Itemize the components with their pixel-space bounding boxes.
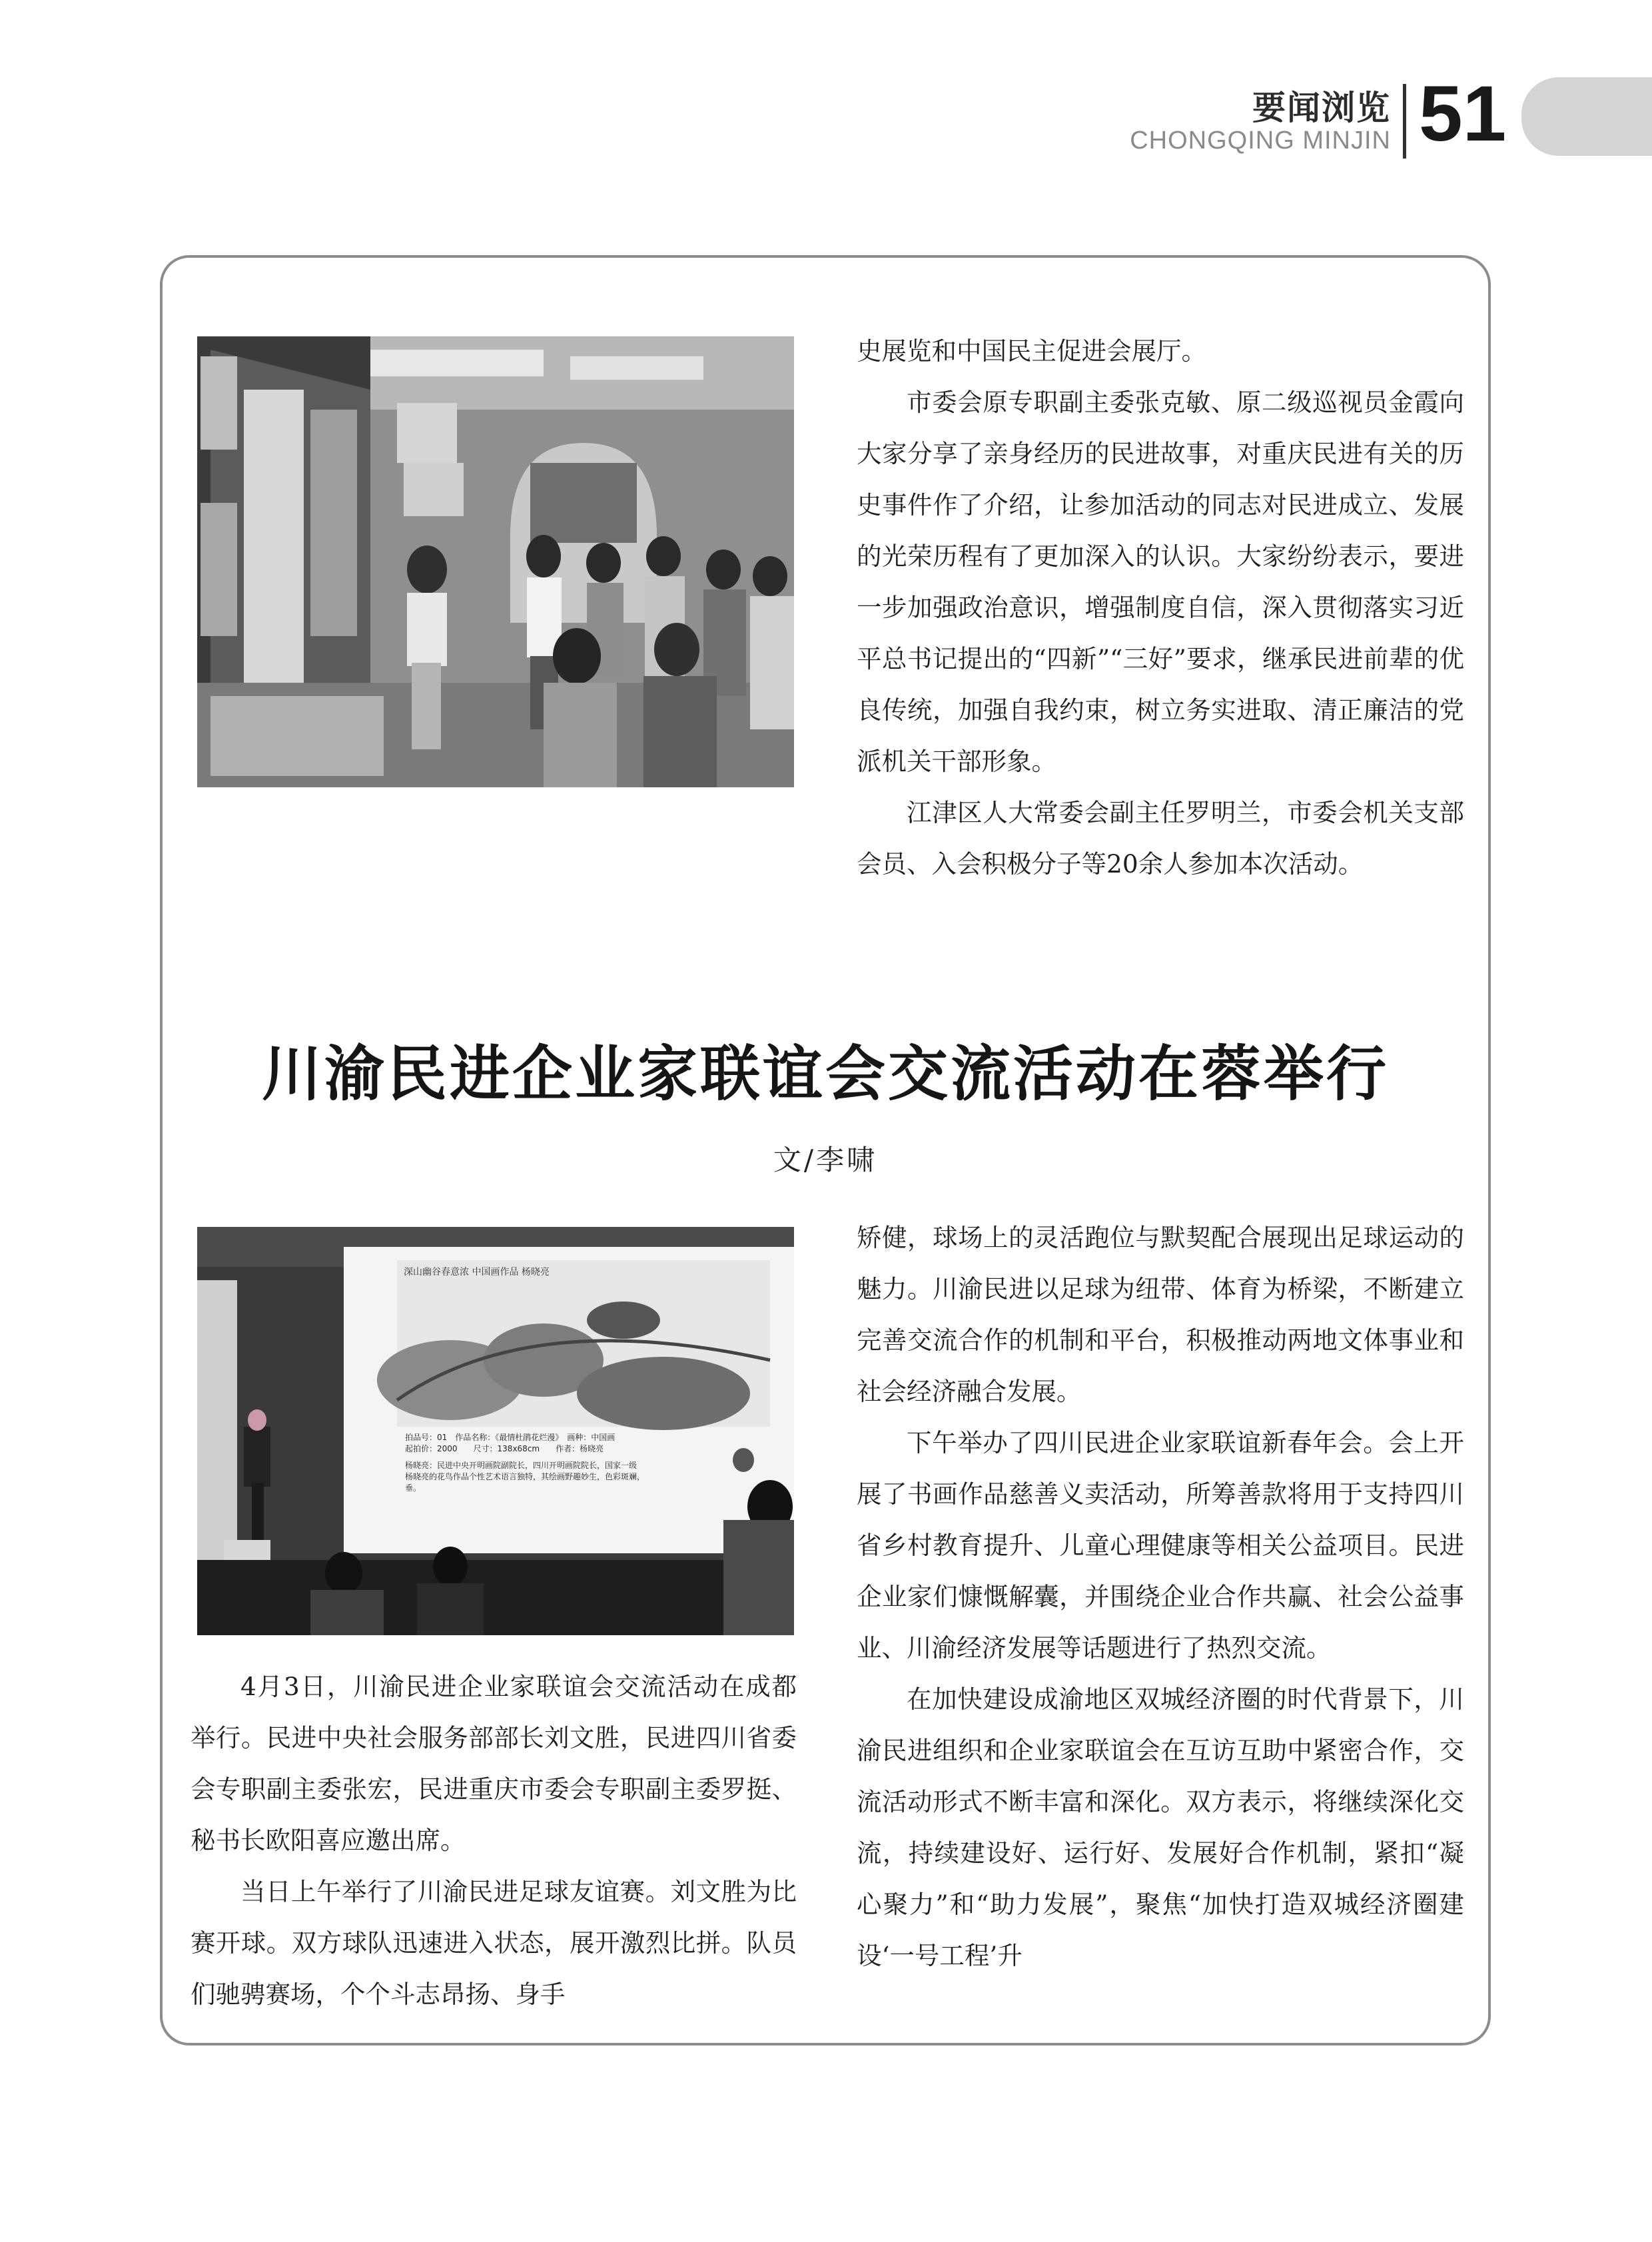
screen-info-line: 起拍价：2000 尺寸：138x68cm 作者：杨晓亮 — [405, 1444, 604, 1453]
article2-paragraph: 矫健，球场上的灵活跑位与默契配合展现出足球运动的魅力。川渝民进以足球为纽带、体育为桥梁，不断建立完善交流合作的机制和平台，积极推动两地文体事业和社会经济融合发展。 — [857, 1223, 1464, 1406]
screen-info-line: 垂。 — [405, 1483, 422, 1493]
article1-text — [857, 326, 1464, 890]
article2-paragraph: 当日上午举行了川渝民进足球友谊赛。刘文胜为比赛开球。双方球队迅速进入状态，展开激烈比拼。队员们驰骋赛场，个个斗志昂扬、身手 — [191, 1877, 797, 2009]
article2-left-column — [191, 1661, 797, 2020]
screen-info — [405, 1432, 778, 1494]
article2-paragraph: 在加快建设成渝地区双城经济圈的时代背景下，川渝民进组织和企业家联谊会在互访互助中紧密合作，交流活动形式不断丰富和深化。双方表示，将继续深化交流，持续建设好、运行好、发展好合作机制，紧扣“凝心聚力”和“助力发展”，聚焦“加快打造双城经济圈建设‘一号工程’升 — [857, 1684, 1464, 1970]
article1-paragraph: 江津区人大常委会副主任罗明兰，市委会机关支部会员、入会积极分子等20余人参加本次活动。 — [857, 798, 1464, 879]
article1-paragraph: 市委会原专职副主委张克敏、原二级巡视员金霞向大家分享了亲身经历的民进故事，对重庆民进有关的历史事件作了介绍，让参加活动的同志对民进成立、发展的光荣历程有了更加深入的认识。大家纷纷表示，要进一步加强政治意识，增强制度自信，深入贯彻落实习近平总书记提出的“四新”“三好”要求，继承民进前辈的优良传统，加强自我约束，树立务实进取、清正廉洁的党派机关干部形象。 — [857, 388, 1464, 776]
article2-byline: 文/李啸 — [773, 1144, 878, 1176]
article2-paragraph: 下午举办了四川民进企业家联谊新春年会。会上开展了书画作品慈善义卖活动，所筹善款将用于支持四川省乡村教育提升、儿童心理健康等相关公益项目。民进企业家们慷慨解囊，并围绕企业合作共赢、社会公益事业、川渝经济发展等话题进行了热烈交流。 — [857, 1428, 1464, 1663]
header-divider — [1403, 84, 1406, 159]
article2-right-column — [857, 1212, 1464, 1982]
screen-info-line: 拍品号：01 作品名称：《最情杜鹃花烂漫》 画种：中国画 — [405, 1433, 616, 1442]
screen-info-line: 杨晓亮：民进中央开明画院副院长，四川开明画院院长，国家一级 — [405, 1461, 637, 1470]
section-subtitle: CHONGQING MINJIN — [1130, 127, 1391, 155]
article2-paragraph: 4月3日，川渝民进企业家联谊会交流活动在成都举行。民进中央社会服务部部长刘文胜，民进四川省委会专职副主委张宏，民进重庆市委会专职副主委罗挺、秘书长欧阳喜应邀出席。 — [191, 1672, 797, 1855]
page-number: 51 — [1419, 70, 1507, 158]
exhibition-visit-photo — [197, 336, 794, 787]
page-tab-decoration — [1521, 77, 1652, 156]
article1-paragraph: 史展览和中国民主促进会展厅。 — [857, 336, 1206, 366]
charity-auction-photo — [197, 1227, 794, 1635]
article2-title: 川渝民进企业家联谊会交流活动在蓉举行 — [262, 1039, 1389, 1109]
screen-info-line: 杨晓亮的花鸟作品个性艺术语言独特，其绘画野趣妙生，色彩斑斓， — [405, 1472, 645, 1481]
screen-caption: 深山幽谷春意浓 中国画作品 杨晓亮 — [404, 1267, 550, 1278]
section-title: 要闻浏览 — [1252, 89, 1391, 127]
